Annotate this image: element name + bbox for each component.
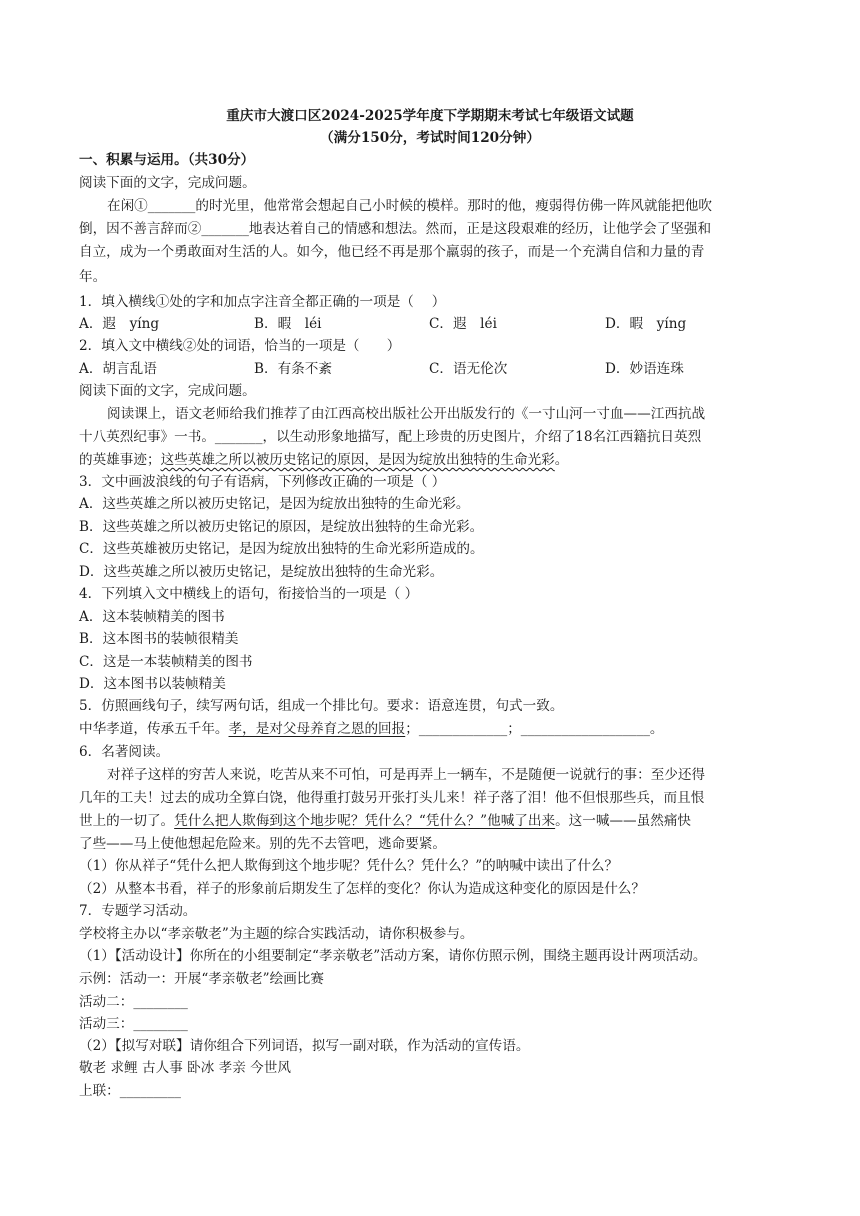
question4-option-a: A．这本装帧精美的图书 [79,609,225,625]
passage1-line2: 倒，因不善言辞而②_______地表达着自己的情感和想法。然而，正是这段艰难的经历，让他学会了坚强和 [79,221,712,237]
passage1-line4: 年。 [79,269,107,285]
wavy-underlined-sentence: 这些英雄之所以被历史铭记的原因，是因为绽放出独特的生命光彩 [160,452,555,468]
question7-word-list: 敬老 求鲤 古人事 卧冰 孝亲 今世风 [79,1060,291,1076]
passage1-line3: 自立，成为一个勇敢面对生活的人。如今，他已经不再是那个羸弱的孩子，而是一个充满自信和力量的青 [79,244,705,260]
question3-stem: 3．文中画波浪线的句子有语病，下列修改正确的一项是（ ） [79,474,446,490]
passage2-line2: 十八英烈纪事》一书。_______，以生动形象地描写，配上珍贵的历史图片，介绍了18名江西籍抗日英烈 [79,429,702,445]
question1-option-d: D．暇 yíng [605,316,687,332]
question6-passage-line2: 几年的工夫！过去的成功全算白饶，他得重打鼓另开张打头儿来！祥子落了泪！他不但恨那些兵，而且恨 [79,790,705,806]
question1-option-a: A．遐 yíng [79,316,160,332]
page-title: 重庆市大渡口区2024-2025学年度下学期期末考试七年级语文试题 [226,108,634,124]
question6-underlined-sentence: 凭什么把人欺侮到这个地步呢？凭什么？“凭什么？”他喊了出来 [174,813,556,829]
question3-option-a: A．这些英雄之所以被历史铭记，是因为绽放出独特的生命光彩。 [79,496,470,512]
question7-stem: 7．专题学习活动。 [79,903,197,919]
question3-option-b: B．这些英雄之所以被历史铭记的原因，是绽放出独特的生命光彩。 [79,519,484,535]
question7-intro: 学校将主办以“孝亲敬老”为主题的综合实践活动，请你积极参与。 [79,926,474,942]
question5-answer-blanks[interactable]: ；_____________；___________________。 [405,721,664,737]
passage2-line1: 阅读课上，语文老师给我们推荐了由江西高校出版社公开出版发行的《一寸山河一寸血——江西抗战 [107,406,706,422]
reading-instruction-2: 阅读下面的文字，完成问题。 [79,383,256,399]
question4-option-d: D．这本图书以装帧精美 [79,676,226,692]
question6-passage-line3-end: 。这一喊——虽然痛快 [555,813,692,829]
passage2-line3-end: 。 [554,452,569,468]
question7-sub2: （2）【拟写对联】请你组合下列词语，拟写一副对联，作为活动的宣传语。 [79,1038,530,1054]
question4-option-b: B．这本图书的装帧很精美 [79,631,239,647]
question3-option-d: D．这些英雄之所以被历史铭记，是绽放出独特的生命光彩。 [79,564,444,580]
question5-stem: 5．仿照画线句子，续写两句话，组成一个排比句。要求：语意连贯，句式一致。 [79,698,564,714]
question1-stem: 1．填入横线①处的字和加点字注音全都正确的一项是（ ） [79,294,446,310]
question7-upper-couplet-blank[interactable]: 上联：_________ [79,1083,181,1099]
question2-option-c: C．语无伦次 [429,361,508,377]
question4-option-c: C．这是一本装帧精美的图书 [79,654,253,670]
question5-lead: 中华孝道，传承五千年。 [79,721,229,737]
passage2-line3 [79,450,568,470]
question7-sub1: （1）【活动设计】你所在的小组要制定“孝亲敬老”活动方案，请你仿照示例，围绕主题再设计两项活动。 [79,948,707,964]
reading-instruction-1: 阅读下面的文字，完成问题。 [79,175,256,191]
question1-option-c: C．遐 léi [429,316,497,332]
question6-sub2: （2）从整本书看，祥子的形象前后期发生了怎样的变化？你认为造成这种变化的原因是什么？ [79,881,645,897]
passage1-line1: 在闲①_______的时光里，他常常会想起自己小时候的模样。那时的他，瘦弱得仿佛一阵风就能把他吹 [107,198,712,214]
question2-option-a: A．胡言乱语 [79,361,157,377]
question7-activity2-blank[interactable]: 活动二：________ [79,994,188,1010]
question1-option-b: B．暇 léi [254,316,322,332]
question6-passage-line1: 对祥子这样的穷苦人来说，吃苦从来不可怕，可是再弄上一辆车，不是随便一说就行的事：至少还得 [107,767,706,783]
page-subtitle: （满分150分，考试时间120分钟） [320,130,540,146]
question2-option-d: D．妙语连珠 [605,361,684,377]
question6-passage-line4: 了些——马上使他想起危险来。别的先不去管吧，逃命要紧。 [79,836,447,852]
question6-passage-line3 [79,811,691,831]
question5-line [79,719,664,739]
question6-stem: 6．名著阅读。 [79,744,170,760]
question2-option-b: B．有条不紊 [254,361,332,377]
question7-example: 示例：活动一：开展“孝亲敬老”绘画比赛 [79,971,324,987]
section-heading: 一、积累与运用。（共30分） [79,152,255,168]
question6-sub1: （1）你从祥子“凭什么把人欺侮到这个地步呢？凭什么？凭什么？”的呐喊中读出了什么？ [79,858,619,874]
question6-passage-line3-start: 世上的一切了。 [79,813,175,829]
question3-option-c: C．这些英雄被历史铭记，是因为绽放出独特的生命光彩所造成的。 [79,541,484,557]
question5-underlined-sentence: 孝，是对父母养育之恩的回报 [228,721,406,737]
question4-stem: 4．下列填入文中横线上的语句，衔接恰当的一项是（ ） [79,586,419,602]
question7-activity3-blank[interactable]: 活动三：________ [79,1016,188,1032]
question2-stem: 2．填入文中横线②处的词语，恰当的一项是（ ） [79,338,401,354]
passage2-line3-start: 的英雄事迹； [79,452,161,468]
